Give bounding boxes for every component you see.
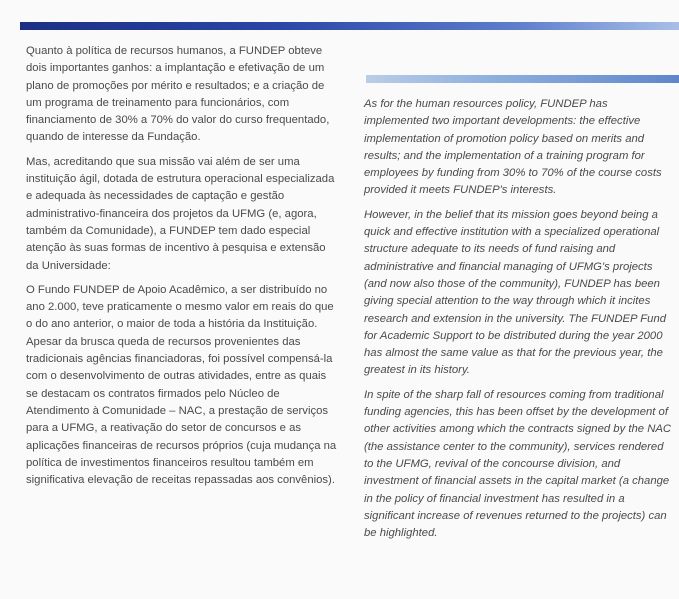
en-paragraph-1: As for the human resources policy, FUNDEP has implemented two important developments: the effective implementation of promotion policy based on merits and results; and the implementation of a training program for employees by funding from 30% to 70% of the course costs provided it meets FUNDEP's interests. [364,98,662,197]
portuguese-column [26,43,341,496]
pt-paragraph-1: Quanto à política de recursos humanos, a FUNDEP obteve dois importantes ganhos: a implantação e efetivação de um plano de promoções por mérito e resultados; e a criação de um programa de treinamento para funcionários, com financiamento de 30% a 70% do valor do curso frequentado, quando de interesse da Fundação. [26,45,330,144]
top-divider-bar [20,22,679,30]
en-paragraph-2: However, in the belief that its mission goes beyond being a quick and effective institution with a specialized operational structure adequate to its needs of fund raising and administrative and financial managing of UFMG's projects (and now also those of the community), FUNDEP has been giving special attention to the way through which it incites research and extension in the university. The FUNDEP Fund for Academic Support to be distributed during the year 2000 has almost the same value as that for the previous year, the greatest in its history. [364,208,667,377]
en-paragraph-3: In spite of the sharp fall of resources coming from traditional funding agencies, this has been offset by the development of other activities among which the contracts signed by the NAC (the assistance center to the community), services rendered to the UFMG, revival of the concourse division, and investment of financial assets in the capital market (a change in the policy of financial investment has resulted in a significant increase of revenues returned to the projects) can be highlighted. [364,388,672,540]
pt-paragraph-3: O Fundo FUNDEP de Apoio Acadêmico, a ser distribuído no ano 2.000, teve praticamente o mesmo valor em reais do que o do ano anterior, o maior de toda a história da Instituição. Apesar da brusca queda de recursos provenientes das tradicionais agências financiadoras, foi possível compensá-la com o desenvolvimento de outras atividades, entre as quais se destacam os contratos firmados pelo Núcleo de Atendimento à Comunidade – NAC, a prestação de serviços para a UFMG, a reativação do setor de concursos e as aplicações financeiras de recursos próprios (cuja mudança na política de investimentos financeiros resultou também em significativa elevação de receitas repassadas aos convênios). [26,283,337,487]
english-column [364,96,672,549]
pt-paragraph-2: Mas, acreditando que sua missão vai além de ser uma instituição ágil, dotada de estrutura operacional especializada e adequada às necessidades de captação e gestão administrativo-financeira dos projetos da UFMG (e, agora, também da Comunidade), a FUNDEP tem dado especial atenção às suas formas de incentivo à pesquisa e extensão da Universidade: [26,155,335,272]
right-column-divider-bar [366,75,679,83]
